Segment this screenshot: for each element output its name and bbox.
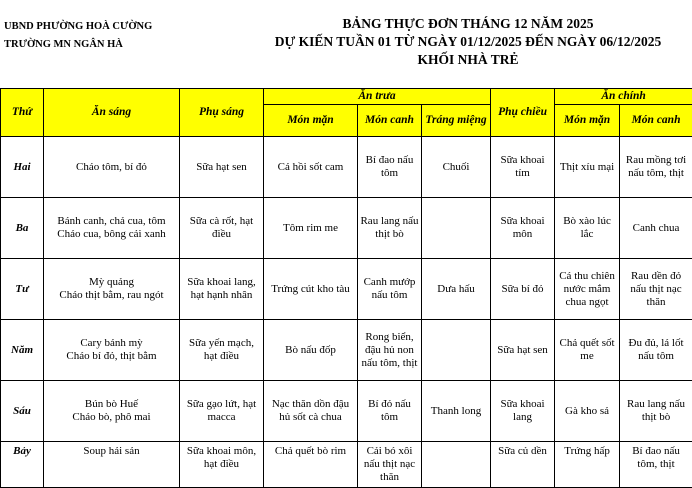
title-line-3: KHỐI NHÀ TRẺ [262, 51, 674, 69]
col-header-lunch-main: Món mặn [264, 105, 358, 137]
day-cell: Tư [1, 259, 44, 320]
afternoon-snack-cell: Sữa hạt sen [491, 320, 555, 381]
lunch-soup-cell: Canh mướp nấu tôm [358, 259, 422, 320]
col-header-morning-snack: Phụ sáng [180, 89, 264, 137]
col-header-lunch-dessert: Tráng miệng [422, 105, 491, 137]
lunch-dessert-cell [422, 198, 491, 259]
title-line-1: BẢNG THỰC ĐƠN THÁNG 12 NĂM 2025 [262, 15, 674, 33]
breakfast-cell: Cary bánh mỳ Cháo bí đỏ, thịt bằm [44, 320, 180, 381]
dinner-main-cell: Trứng hấp [555, 442, 620, 488]
title-line-2: DỰ KIẾN TUẦN 01 TỪ NGÀY 01/12/2025 ĐẾN NGÀY 06/12/2025 [262, 33, 674, 51]
dinner-main-cell: Chả quết sốt me [555, 320, 620, 381]
dinner-main-cell: Bò xào lúc lắc [555, 198, 620, 259]
day-cell: Sáu [1, 381, 44, 442]
col-header-dinner-soup: Món canh [620, 105, 692, 137]
dinner-soup-cell: Rau lang nấu thịt bò [620, 381, 692, 442]
breakfast-cell: Bánh canh, chả cua, tôm Cháo cua, bông cải xanh [44, 198, 180, 259]
col-header-afternoon-snack: Phụ chiều [491, 89, 555, 137]
col-header-day: Thứ [1, 89, 44, 137]
afternoon-snack-cell: Sữa khoai tím [491, 137, 555, 198]
lunch-main-cell: Bò nấu đốp [264, 320, 358, 381]
morning-snack-cell: Sữa hạt sen [180, 137, 264, 198]
col-header-lunch: Ăn trưa [264, 89, 491, 105]
col-header-breakfast: Ăn sáng [44, 89, 180, 137]
breakfast-cell: Soup hải sản [44, 442, 180, 488]
morning-snack-cell: Sữa khoai lang, hạt hạnh nhân [180, 259, 264, 320]
table-row [1, 320, 692, 381]
day-cell: Bảy [1, 442, 44, 488]
table-row [1, 198, 692, 259]
morning-snack-cell: Sữa gạo lứt, hạt macca [180, 381, 264, 442]
col-header-lunch-soup: Món canh [358, 105, 422, 137]
lunch-dessert-cell: Thanh long [422, 381, 491, 442]
table-row [1, 259, 692, 320]
dinner-main-cell: Gà kho sả [555, 381, 620, 442]
dinner-soup-cell: Rau dền đỏ nấu thịt nạc thăn [620, 259, 692, 320]
lunch-main-cell: Chả quết bò rim [264, 442, 358, 488]
dinner-main-cell: Thịt xíu mại [555, 137, 620, 198]
lunch-main-cell: Trứng cút kho tàu [264, 259, 358, 320]
breakfast-cell: Mỳ quảng Cháo thịt bằm, rau ngót [44, 259, 180, 320]
table-row [1, 442, 692, 488]
table-row [1, 137, 692, 198]
menu-title [262, 15, 674, 69]
breakfast-cell: Bún bò Huế Cháo bò, phô mai [44, 381, 180, 442]
afternoon-snack-cell: Sữa khoai lang [491, 381, 555, 442]
day-cell: Ba [1, 198, 44, 259]
col-header-dinner-main: Món mặn [555, 105, 620, 137]
dinner-soup-cell: Bí đao nấu tôm, thịt [620, 442, 692, 488]
school-name: TRƯỜNG MN NGÂN HÀ [4, 36, 152, 54]
table-row [1, 381, 692, 442]
morning-snack-cell: Sữa khoai môn, hạt điều [180, 442, 264, 488]
breakfast-cell: Cháo tôm, bí đỏ [44, 137, 180, 198]
col-header-dinner: Ăn chính [555, 89, 692, 105]
lunch-soup-cell: Rau lang nấu thịt bò [358, 198, 422, 259]
dinner-soup-cell: Rau mồng tơi nấu tôm, thịt [620, 137, 692, 198]
lunch-dessert-cell [422, 442, 491, 488]
ward-name: UBND PHƯỜNG HOÀ CƯỜNG [4, 18, 152, 36]
morning-snack-cell: Sữa cà rốt, hạt điều [180, 198, 264, 259]
lunch-dessert-cell: Chuối [422, 137, 491, 198]
lunch-main-cell: Nạc thăn dồn đậu hủ sốt cà chua [264, 381, 358, 442]
lunch-soup-cell: Bí đỏ nấu tôm [358, 381, 422, 442]
lunch-soup-cell: Bí đao nấu tôm [358, 137, 422, 198]
morning-snack-cell: Sữa yến mạch, hạt điều [180, 320, 264, 381]
dinner-soup-cell: Đu đủ, lá lốt nấu tôm [620, 320, 692, 381]
afternoon-snack-cell: Sữa khoai môn [491, 198, 555, 259]
menu-table [0, 88, 692, 488]
day-cell: Năm [1, 320, 44, 381]
day-cell: Hai [1, 137, 44, 198]
lunch-soup-cell: Rong biển, đậu hủ non nấu tôm, thịt [358, 320, 422, 381]
afternoon-snack-cell: Sữa bí đỏ [491, 259, 555, 320]
lunch-main-cell: Cá hồi sốt cam [264, 137, 358, 198]
afternoon-snack-cell: Sữa củ dền [491, 442, 555, 488]
lunch-soup-cell: Cải bó xôi nấu thịt nạc thăn [358, 442, 422, 488]
dinner-main-cell: Cá thu chiên nước mắm chua ngọt [555, 259, 620, 320]
lunch-dessert-cell [422, 320, 491, 381]
dinner-soup-cell: Canh chua [620, 198, 692, 259]
school-header [4, 18, 152, 54]
lunch-dessert-cell: Dưa hấu [422, 259, 491, 320]
lunch-main-cell: Tôm rim me [264, 198, 358, 259]
